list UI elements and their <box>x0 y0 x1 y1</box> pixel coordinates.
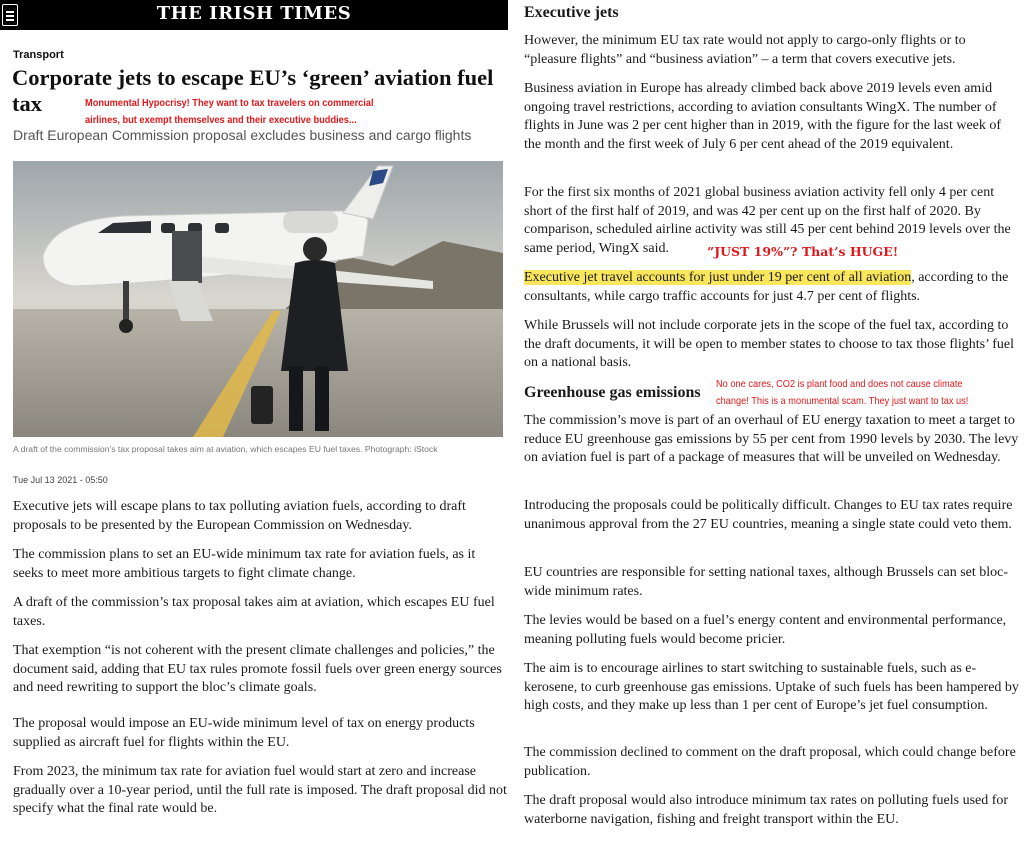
left-column <box>0 0 508 843</box>
article-subheadline: Draft European Commission proposal excludes business and cargo flights <box>13 127 472 143</box>
body-paragraph: While Brussels will not include corporate jets in the scope of the fuel tax, according to the draft documents, it will be open to member states to choose to tax those flights’ fuel on a national basis. <box>524 318 1015 370</box>
highlight-rest: , according to the consultants, while cargo traffic accounts for just 4.7 per cent of flights. <box>524 270 1009 304</box>
body-paragraph: Business aviation in Europe has already climbed back above 2019 levels even amid ongoing travel restrictions, according to aviation consultants WingX. The number of flights in June was 2 per cent higher than in 2019, with the figure for the last week of the month and the first week of July 6 per cent ahead of the 2019 equivalent. <box>524 81 1002 152</box>
body-paragraph: Executive jets will escape plans to tax polluting aviation fuels, according to draft proposals to be presented by the European Commission on Wednesday. <box>13 499 466 533</box>
body-paragraph: The levies would be based on a fuel’s energy content and environmental performance, meaning polluting fuels would become pricier. <box>524 613 1007 647</box>
article-headline: Corporate jets to escape EU’s ‘green’ aviation fuel tax <box>12 65 494 116</box>
body-paragraph: The commission’s move is part of an overhaul of EU energy taxation to meet a target to reduce EU greenhouse gas emissions by 55 per cent from 1990 levels by 2030. The levy on aviation fuel is part of a package of measures that will be unveiled on Wednesday. <box>524 413 1019 465</box>
highlighted-text: Executive jet travel accounts for just under 19 per cent of all aviation <box>524 270 912 285</box>
body-paragraph: From 2023, the minimum tax rate for aviation fuel would start at zero and increase gradually over a 10-year period, until the full rate is imposed. The draft proposal did not specify what the final rate would be. <box>13 764 507 816</box>
section-heading-executive-jets: Executive jets <box>524 4 619 21</box>
body-paragraph: The commission declined to comment on the draft proposal, which could change before publication. <box>524 745 1016 779</box>
business-jet-photo <box>13 161 503 437</box>
body-paragraph: The commission plans to set an EU-wide minimum tax rate for aviation fuels, as it seeks to meet more ambitious targets to fight climate change. <box>13 547 476 581</box>
annotation-huge: ”JUST 19%”? That’s HUGE! <box>707 244 899 259</box>
body-paragraph: EU countries are responsible for setting national taxes, although Brussels can set bloc-wide minimum rates. <box>524 565 1009 599</box>
article-dateline: Tue Jul 13 2021 - 05:50 <box>13 475 108 485</box>
body-paragraph: Introducing the proposals could be politically difficult. Changes to EU tax rates require unanimous approval from the 27 EU countries, meaning a single state could veto them. <box>524 498 1013 532</box>
body-paragraph: A draft of the commission’s tax proposal takes aim at aviation, which escapes EU fuel taxes. <box>13 595 495 629</box>
article-photo <box>13 161 503 437</box>
highlighted-paragraph <box>524 269 1020 306</box>
body-paragraph: For the first six months of 2021 global business aviation activity fell only 4 per cent short of the first half of 2019, and was 42 per cent up on the first half of 2020. By comparison, scheduled airline activity was still 45 per cent behind 2019 levels over the same period, WingX said. <box>524 185 1011 256</box>
annotation-scam: No one cares, CO2 is plant food and does not cause climate change! This is a monumental scam. They just want to tax us! <box>716 378 969 407</box>
annotation-hypocrisy: Monumental Hypocrisy! They want to tax travelers on commercial airlines, but exempt themselves and their executive buddies... <box>85 97 374 126</box>
section-label[interactable]: Transport <box>13 49 64 61</box>
masthead <box>0 0 508 30</box>
section-heading-greenhouse: Greenhouse gas emissions <box>524 384 701 401</box>
body-paragraph: The aim is to encourage airlines to start switching to sustainable fuels, such as e-kerosene, to curb greenhouse gas emissions. Uptake of such fuels has been hampered by high costs, and they make up less than 1 per cent of Europe’s jet fuel consumption. <box>524 661 1019 713</box>
photo-caption: A draft of the commission’s tax proposal takes aim at aviation, which escapes EU fuel taxes. Photograph: iStock <box>13 444 438 454</box>
body-paragraph: That exemption “is not coherent with the present climate challenges and policies,” the document said, adding that EU tax rules promote fossil fuels over green energy sources and need rewriting to support the bloc’s climate goals. <box>13 643 502 695</box>
site-logo[interactable]: THE IRISH TIMES <box>156 3 352 24</box>
body-paragraph: However, the minimum EU tax rate would not apply to cargo-only flights or to “pleasure flights” and “business aviation” – a term that covers executive jets. <box>524 33 966 67</box>
body-paragraph: The proposal would impose an EU-wide minimum level of tax on energy products supplied as aircraft fuel for flights within the EU. <box>13 716 475 750</box>
body-paragraph: The draft proposal would also introduce minimum tax rates on polluting fuels used for waterborne navigation, fishing and freight transport within the EU. <box>524 793 1009 827</box>
